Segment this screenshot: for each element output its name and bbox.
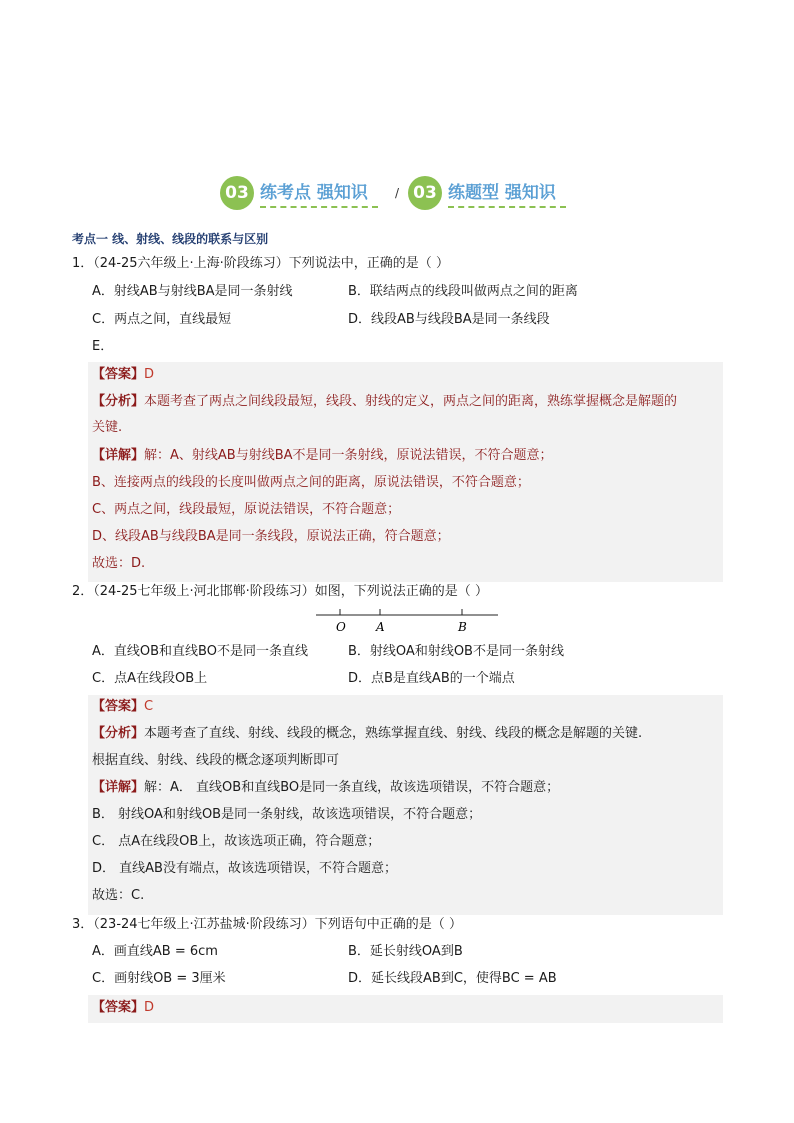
q2-analysis-2: 根据直线、射线、线段的概念逐项判断即可 — [92, 753, 340, 768]
q1-analysis-2: 关键. — [92, 420, 123, 435]
q2-option-a: A．直线OB和直线BO不是同一条直线 — [92, 644, 308, 659]
q2-detail-text-1: 解：A． 直线OB和直线BO是同一条直线，故该选项错误，不符合题意； — [144, 780, 560, 795]
q1-option-b: B．联结两点的线段叫做两点之间的距离 — [348, 284, 578, 299]
badge-left: 03 — [220, 176, 254, 210]
q3-option-b: B．延长射线OA到B — [348, 944, 463, 959]
q2-analysis-1 — [92, 725, 642, 743]
q1-analysis-tag: 【分析】 — [92, 394, 145, 409]
q1-stem: 1．（24-25六年级上·上海·阶段练习）下列说法中，正确的是（ ） — [72, 256, 449, 271]
q1-option-a: A．射线AB与射线BA是同一条射线 — [92, 284, 293, 299]
q2-detail-3: C． 点A在线段OB上，故该选项正确，符合题意； — [92, 834, 381, 849]
q3-stem: 3．（23-24七年级上·江苏盐城·阶段练习）下列语句中正确的是（ ） — [72, 917, 462, 932]
q1-detail-4: D、线段AB与线段BA是同一条线段，原说法正确，符合题意； — [92, 529, 450, 544]
q2-choice: 故选：C. — [92, 888, 145, 903]
q3-solution-box — [88, 995, 723, 1023]
q3-option-d: D．延长线段AB到C，使得BC = AB — [348, 971, 557, 986]
section-title: 考点一 线、射线、线段的联系与区别 — [72, 232, 269, 246]
q1-answer-tag: 【答案】 — [92, 367, 145, 382]
banner-left-title: 练考点 强知识 — [260, 178, 378, 208]
q3-answer — [92, 999, 154, 1017]
banner-right-title: 练题型 强知识 — [448, 178, 566, 208]
q1-detail-3: C、两点之间，线段最短，原说法错误，不符合题意； — [92, 502, 401, 517]
q2-answer — [92, 698, 153, 716]
q1-answer-value: D — [144, 367, 155, 382]
q1-option-e: E． — [92, 339, 114, 354]
banner-left — [220, 176, 378, 210]
q1-analysis-1 — [92, 393, 677, 411]
q1-detail-2: B、连接两点的线段的长度叫做两点之间的距离，原说法错误，不符合题意； — [92, 475, 530, 490]
q3-option-c: C．画射线OB = 3厘米 — [92, 971, 226, 986]
q2-detail-2: B． 射线OA和射线OB是同一条射线，故该选项错误，不符合题意； — [92, 807, 482, 822]
q2-option-b: B．射线OA和射线OB不是同一条射线 — [348, 644, 564, 659]
label-o: O — [336, 620, 346, 634]
badge-right: 03 — [408, 176, 442, 210]
q1-answer — [92, 366, 154, 384]
label-a: A — [376, 620, 385, 634]
q2-stem: 2．（24-25七年级上·河北邯郸·阶段练习）如图，下列说法正确的是（ ） — [72, 584, 488, 599]
q2-detail-tag: 【详解】 — [92, 780, 145, 795]
q1-choice: 故选：D. — [92, 556, 146, 571]
q1-detail-1 — [92, 447, 553, 465]
header-banner — [0, 176, 794, 212]
q2-detail-1 — [92, 779, 559, 797]
q1-analysis-text-1: 本题考查了两点之间线段最短，线段、射线的定义，两点之间的距离，熟练掌握概念是解题的 — [144, 394, 678, 409]
q2-answer-tag: 【答案】 — [92, 699, 145, 714]
q3-answer-value: D — [144, 1000, 155, 1015]
q2-option-d: D．点B是直线AB的一个端点 — [348, 671, 515, 686]
label-b: B — [458, 620, 467, 634]
q3-answer-tag: 【答案】 — [92, 1000, 145, 1015]
q2-analysis-text-1: 本题考查了直线、射线、线段的概念，熟练掌握直线、射线、线段的概念是解题的关键. — [144, 726, 643, 741]
q1-detail-tag: 【详解】 — [92, 448, 145, 463]
q2-detail-4: D． 直线AB没有端点，故该选项错误，不符合题意； — [92, 861, 397, 876]
q2-line-figure — [312, 605, 502, 635]
q1-option-d: D．线段AB与线段BA是同一条线段 — [348, 312, 550, 327]
q2-option-c: C．点A在线段OB上 — [92, 671, 208, 686]
q1-detail-text-1: 解：A、射线AB与射线BA不是同一条射线，原说法错误，不符合题意； — [144, 448, 553, 463]
banner-slash: / — [395, 186, 400, 200]
q3-option-a: A．画直线AB = 6cm — [92, 944, 218, 959]
q2-answer-value: C — [144, 699, 154, 714]
q1-option-c: C．两点之间，直线最短 — [92, 312, 232, 327]
q2-analysis-tag: 【分析】 — [92, 726, 145, 741]
banner-right — [408, 176, 566, 210]
